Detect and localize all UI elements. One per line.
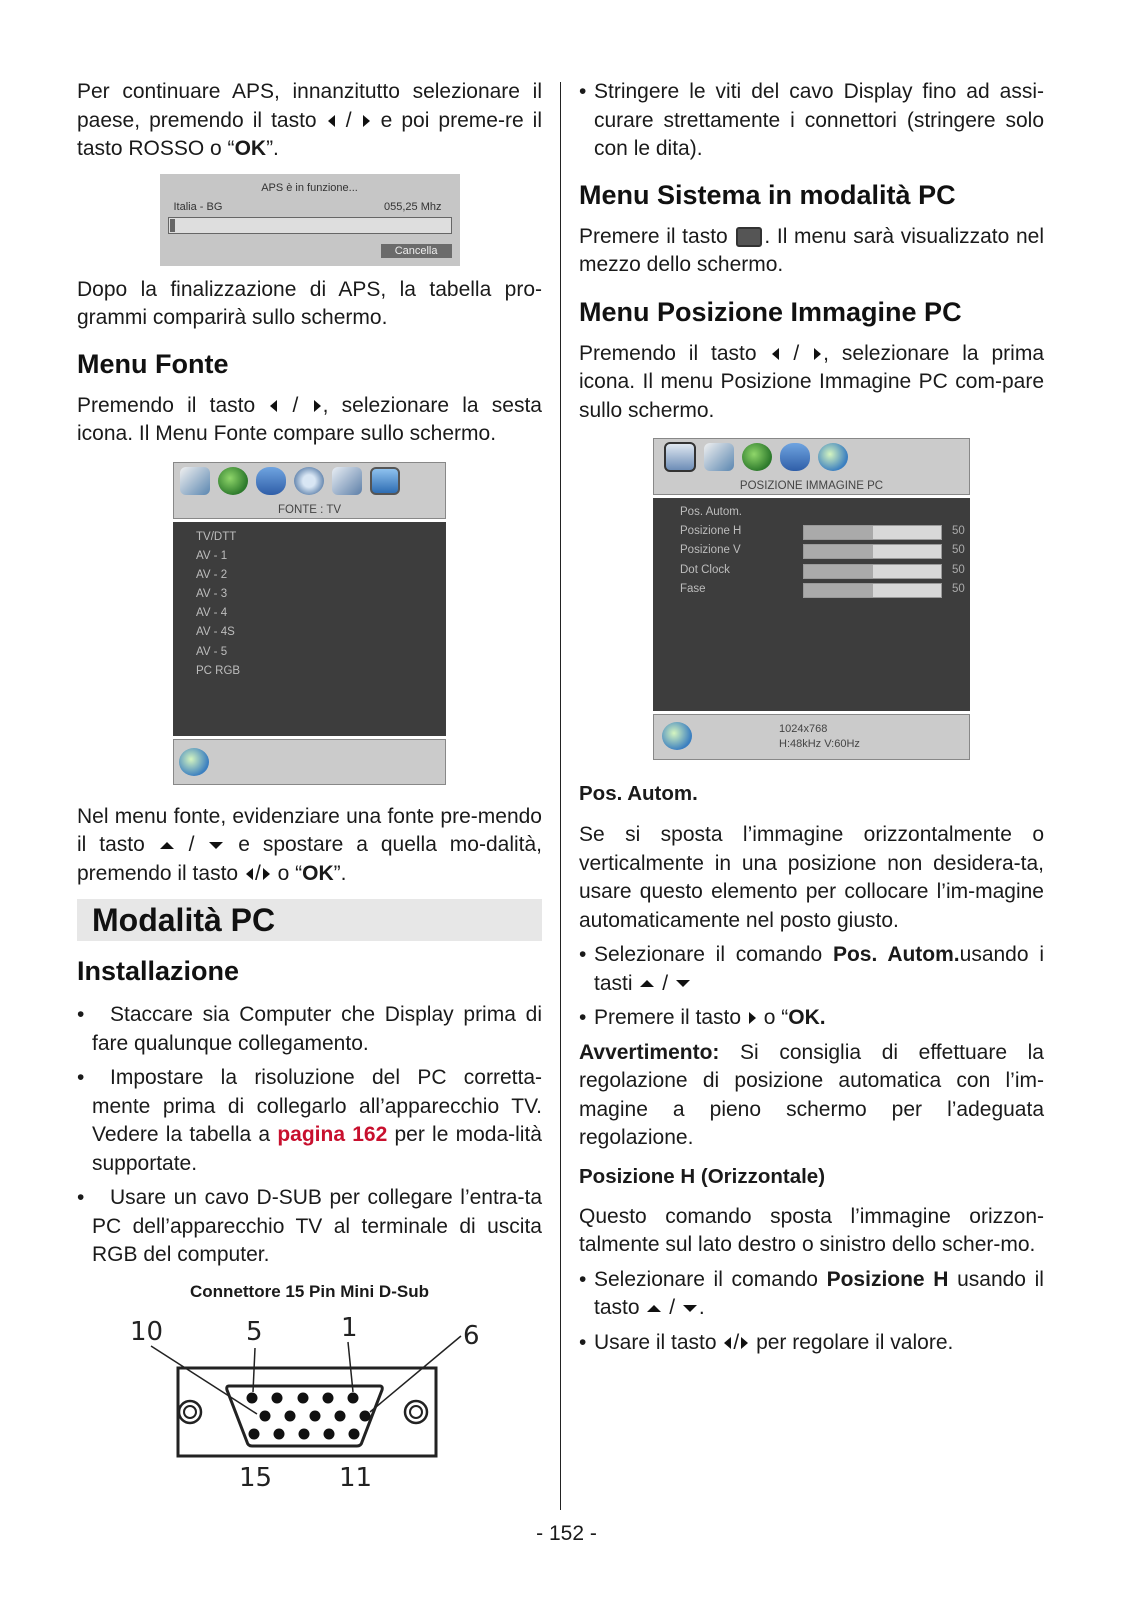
aps-title: APS è in funzione... bbox=[261, 181, 358, 194]
posizione-status-bar bbox=[653, 714, 970, 760]
heading-menu-sistema: Menu Sistema in modalità PC bbox=[579, 179, 956, 210]
posizione-icon-bar bbox=[653, 438, 970, 495]
frequency-readout: H:48kHz V:60Hz bbox=[779, 738, 860, 750]
home-icon[interactable] bbox=[180, 467, 210, 495]
slider-posizione-v[interactable] bbox=[803, 544, 942, 559]
pin-label-15: 15 bbox=[239, 1462, 273, 1493]
resolution-readout: 1024x768 bbox=[779, 723, 828, 735]
connector-title: Connettore 15 Pin Mini D-Sub bbox=[190, 1281, 429, 1301]
up-arrow-icon bbox=[647, 1305, 661, 1312]
slider-posizione-h[interactable] bbox=[803, 525, 942, 540]
slider-dot-clock[interactable] bbox=[803, 564, 942, 579]
screen-icon[interactable] bbox=[370, 467, 400, 495]
column-divider bbox=[560, 82, 561, 1510]
screw-left bbox=[179, 1401, 201, 1423]
bullet-select-posizione-h: • Selezionare il comando Posizione H usando il tasto / . bbox=[579, 1266, 1044, 1323]
bullet-dsub-cable: • Usare un cavo D-SUB per collegare l’entra-ta PC dell’apparecchio TV al terminale di uscita RGB del computer. bbox=[77, 1184, 542, 1270]
fonte-item[interactable]: AV - 4S bbox=[196, 626, 235, 639]
posizione-h-text: Questo comando sposta l’immagine orizzon-talmente sul lato destro o sinistro dello scher-mo. bbox=[579, 1204, 1044, 1256]
right-column bbox=[579, 78, 1044, 1357]
left-arrow-icon bbox=[246, 868, 253, 880]
pos-row-autom[interactable]: Pos. Autom. bbox=[680, 506, 743, 518]
bullet-adjust-value: • Usare il tasto / per regolare il valore. bbox=[579, 1329, 1044, 1358]
aps-frequency: 055,25 Mhz bbox=[384, 200, 442, 213]
left-column bbox=[77, 78, 542, 1496]
globe-ball-icon[interactable] bbox=[818, 443, 848, 471]
heading-pos-autom: Pos. Autom. bbox=[579, 782, 698, 805]
left-arrow-icon bbox=[270, 400, 277, 412]
posizione-list bbox=[653, 498, 970, 711]
left-arrow-icon bbox=[772, 348, 779, 360]
bullet-select-pos-autom: • Selezionare il comando Pos. Autom.usando i tasti / bbox=[579, 941, 1044, 998]
up-arrow-icon bbox=[160, 842, 174, 849]
fonte-status-bar bbox=[173, 739, 446, 785]
right-arrow-icon bbox=[363, 115, 370, 127]
fonte-item[interactable]: AV - 5 bbox=[196, 645, 228, 658]
pos-row-h[interactable]: Posizione H 50 bbox=[653, 522, 970, 541]
aps-done-text: Dopo la finalizzazione di APS, la tabella pro-grammi comparirà sullo schermo. bbox=[77, 277, 542, 329]
fonte-screen bbox=[173, 462, 446, 785]
posizione-caption: POSIZIONE IMMAGINE PC bbox=[739, 480, 884, 492]
pin-label-11: 11 bbox=[339, 1462, 373, 1493]
menu-button-icon bbox=[736, 227, 762, 247]
dsub-connector-diagram bbox=[77, 1306, 542, 1496]
right-arrow-icon bbox=[814, 348, 821, 360]
pin-label-5: 5 bbox=[246, 1316, 263, 1347]
aps-screen bbox=[160, 174, 460, 266]
aps-cancel-button[interactable]: Cancella bbox=[381, 244, 452, 258]
aps-instruction: Per continuare APS, innanzitutto selezionare il paese, premendo il tasto / e poi preme-re il tasto ROSSO o “OK”. bbox=[77, 80, 542, 160]
fonte-icon-bar bbox=[173, 462, 446, 519]
section-title-modalita-pc: Modalità PC bbox=[77, 899, 542, 941]
pos-row-v[interactable]: Posizione V 50 bbox=[653, 541, 970, 560]
globe-icon[interactable] bbox=[218, 467, 248, 495]
pin-label-6: 6 bbox=[463, 1320, 480, 1351]
down-arrow-icon bbox=[209, 842, 223, 849]
globe-ball-icon bbox=[662, 722, 692, 750]
aps-progress-fill bbox=[170, 219, 176, 232]
bullet-disconnect: • Staccare sia Computer che Display prima di fare qualunque collegamento. bbox=[77, 1001, 542, 1058]
pos-row-fase[interactable]: Fase 50 bbox=[653, 580, 970, 599]
globe-ball-icon bbox=[179, 748, 209, 776]
slider-fase[interactable] bbox=[803, 583, 942, 598]
globe-icon[interactable] bbox=[742, 443, 772, 471]
screw-right bbox=[405, 1401, 427, 1423]
heading-menu-fonte: Menu Fonte bbox=[77, 348, 229, 379]
fonte-instruction: Premendo il tasto / , selezionare la sesta icona. Il Menu Fonte compare sullo schermo. bbox=[77, 393, 542, 445]
people-icon[interactable] bbox=[256, 467, 286, 495]
pos-autom-text: Se si sposta l’immagine orizzontalmente o verticalmente in una posizione non desidera-ta, usare questo elemento per collocare l’im-magine automaticamente nel posto giusto. bbox=[579, 823, 1044, 932]
posizione-screen bbox=[653, 438, 970, 760]
right-arrow-icon bbox=[741, 1337, 748, 1349]
posizione-instruction: Premendo il tasto / , selezionare la prima icona. Il menu Posizione Immagine PC com-pare sullo schermo. bbox=[579, 341, 1044, 422]
fonte-item[interactable]: PC RGB bbox=[196, 664, 241, 677]
right-arrow-icon bbox=[314, 400, 321, 412]
fonte-list bbox=[173, 522, 446, 736]
pc-position-icon[interactable] bbox=[664, 442, 696, 472]
down-arrow-icon bbox=[683, 1305, 697, 1312]
people-icon[interactable] bbox=[780, 443, 810, 471]
fonte-item[interactable]: AV - 3 bbox=[196, 588, 228, 601]
bullet-screws: • Stringere le viti del cavo Display fino ad assi-curare strettamente i connettori (stringere solo con le dita). bbox=[579, 78, 1044, 164]
right-arrow-icon bbox=[749, 1012, 756, 1024]
aps-country: Italia - BG bbox=[173, 200, 223, 213]
left-arrow-icon bbox=[328, 115, 335, 127]
heading-installazione: Installazione bbox=[77, 956, 240, 986]
bullet-press-ok: • Premere il tasto o “OK. bbox=[579, 1004, 1044, 1033]
right-arrow-icon bbox=[263, 868, 270, 880]
pin-label-1: 1 bbox=[341, 1312, 358, 1343]
page-link[interactable]: pagina 162 bbox=[277, 1123, 388, 1146]
page-number: - 152 - bbox=[536, 1522, 597, 1545]
fonte-item[interactable]: AV - 2 bbox=[196, 568, 228, 581]
heading-posizione-h: Posizione H (Orizzontale) bbox=[579, 1164, 826, 1188]
bullet-resolution: • Impostare la risoluzione del PC corretta-mente prima di collegarlo all’apparecchio TV. Vedere la tabella a pagina 162 per le moda-lità supportate. bbox=[77, 1064, 542, 1178]
left-arrow-icon bbox=[724, 1337, 731, 1349]
connector-pins bbox=[247, 1392, 371, 1439]
pin-label-10: 10 bbox=[130, 1316, 164, 1347]
fonte-item[interactable]: AV - 4 bbox=[196, 607, 228, 620]
heading-menu-posizione: Menu Posizione Immagine PC bbox=[579, 296, 962, 327]
up-arrow-icon bbox=[640, 980, 654, 987]
connector-body bbox=[178, 1368, 436, 1456]
fonte-caption: FONTE : TV bbox=[277, 503, 342, 516]
gear-icon[interactable] bbox=[294, 467, 324, 495]
fonte-item[interactable]: AV - 1 bbox=[196, 549, 228, 562]
checklist-icon[interactable] bbox=[332, 467, 362, 495]
home-icon[interactable] bbox=[704, 443, 734, 471]
fonte-select-text: Nel menu fonte, evidenziare una fonte pre-mendo il tasto / e spostare a quella mo-dalità, premendo il tasto / o “OK”. bbox=[77, 804, 543, 885]
aps-progress-bar bbox=[168, 217, 452, 234]
down-arrow-icon bbox=[676, 980, 690, 987]
sistema-instruction: Premere il tasto . Il menu sarà visualizzato nel mezzo dello schermo. bbox=[579, 224, 1045, 276]
warning-text: Avvertimento: Si consiglia di effettuare la regolazione di posizione automatica con l’im-magine a pieno schermo per l’adeguata regolazione. bbox=[579, 1040, 1044, 1149]
pos-row-dotclock[interactable]: Dot Clock 50 bbox=[653, 561, 970, 580]
fonte-item[interactable]: TV/DTT bbox=[196, 530, 237, 543]
